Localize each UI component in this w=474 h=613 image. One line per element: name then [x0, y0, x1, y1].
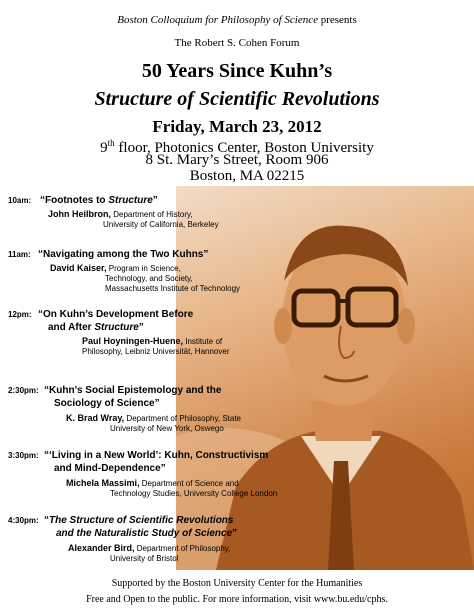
- speaker-affiliation: Program in Science,: [106, 264, 181, 273]
- talk-title-line1: The Structure of Scientific Revolutions: [49, 515, 234, 526]
- speaker-affiliation: Department of Philosophy, State: [124, 414, 241, 423]
- speaker-name: Alexander Bird,: [68, 543, 135, 553]
- speaker-info: [48, 209, 219, 230]
- speaker-info: [68, 543, 230, 564]
- speaker-affiliation: Department of History,: [111, 210, 193, 219]
- talk-title-line1: “On Kuhn’s Development Before: [38, 309, 194, 320]
- event-date: Friday, March 23, 2012: [152, 117, 322, 136]
- speaker-affiliation: Department of Science and: [139, 479, 239, 488]
- speaker-affiliation-2: Technology, and Society,: [105, 274, 193, 283]
- talk-title-text: “Footnotes to: [40, 195, 109, 206]
- talk-title: [38, 308, 338, 334]
- talk-time: 3:30pm:: [8, 451, 39, 460]
- talk-title-line2: and After: [48, 322, 95, 333]
- schedule: [0, 186, 474, 570]
- talk-title: “Navigating among the Two Kuhns”: [38, 249, 209, 260]
- talk-time: 2:30pm:: [8, 386, 39, 395]
- venue-line1-text: floor, Photonics Center, Boston University: [114, 140, 374, 156]
- talk-title: [44, 449, 344, 475]
- speaker-info: [50, 263, 240, 294]
- talk-title: [44, 514, 344, 540]
- talk-title: [40, 194, 340, 207]
- talk-title-emphasis: Structure: [94, 322, 139, 333]
- forum-name: The Robert S. Cohen Forum: [174, 37, 300, 49]
- talk-title-line2: Sociology of Science”: [54, 398, 160, 409]
- footer-support: Supported by the Boston University Center for the Humanities: [111, 578, 363, 589]
- talk-title-close: ”: [232, 528, 238, 539]
- speaker-affiliation-3: Massachusetts Institute of Technology: [105, 284, 241, 293]
- venue-floor-number: 9: [100, 140, 108, 156]
- venue-floor-suffix: th: [107, 138, 115, 148]
- event-title-line2: Structure of Scientific Revolutions: [94, 88, 380, 110]
- speaker-info: [66, 413, 241, 434]
- talk-title: [44, 384, 344, 410]
- speaker-info: [66, 478, 277, 499]
- speaker-name: Michela Massimi,: [66, 478, 140, 488]
- speaker-affiliation-2: University of New York, Oswego: [110, 424, 224, 433]
- speaker-name: Paul Hoyningen-Huene,: [82, 336, 184, 346]
- talk-title-line1: “‘Living in a New World’: Kuhn, Constructivism: [44, 450, 269, 461]
- sponsor-line: [0, 14, 474, 26]
- speaker-name: K. Brad Wray,: [66, 413, 125, 423]
- talk-title-emphasis: Structure: [108, 195, 153, 206]
- venue-line3: Boston, MA 02215: [189, 168, 305, 184]
- speaker-affiliation-2: Philosophy, Leibniz Universität, Hannover: [82, 347, 230, 356]
- speaker-affiliation: Institute of: [183, 337, 223, 346]
- event-title-line1: 50 Years Since Kuhn’s: [141, 60, 333, 82]
- talk-time: 10am:: [8, 196, 32, 205]
- footer-info: Free and Open to the public. For more information, visit www.bu.edu/cphs.: [86, 594, 388, 605]
- talk-title-line2: and the Naturalistic Study of Science: [56, 528, 233, 539]
- talk-title-open: “: [44, 515, 49, 526]
- speaker-name: John Heilbron,: [48, 209, 111, 219]
- speaker-affiliation-2: University of Bristol: [110, 554, 179, 563]
- talk-time: 12pm:: [8, 310, 32, 319]
- talk-time: 11am:: [8, 250, 31, 259]
- talk-time: 4:30pm:: [8, 516, 39, 525]
- talk-title-line1: “Kuhn’s Social Epistemology and the: [44, 385, 222, 396]
- talk-title-close: ”: [152, 195, 158, 206]
- sponsor-org: Boston Colloquium for Philosophy of Science: [117, 14, 318, 26]
- speaker-affiliation: Department of Philosophy,: [134, 544, 231, 553]
- speaker-name: David Kaiser,: [50, 263, 107, 273]
- venue-line2: 8 St. Mary’s Street, Room 906: [145, 152, 329, 168]
- talk-title-close: ”: [138, 322, 144, 333]
- sponsor-suffix: presents: [317, 14, 357, 26]
- talk-title-line2: and Mind-Dependence”: [54, 463, 166, 474]
- speaker-affiliation-2: Technology Studies, University College London: [110, 489, 278, 498]
- speaker-info: [82, 336, 229, 357]
- speaker-affiliation-2: University of California, Berkeley: [103, 220, 219, 229]
